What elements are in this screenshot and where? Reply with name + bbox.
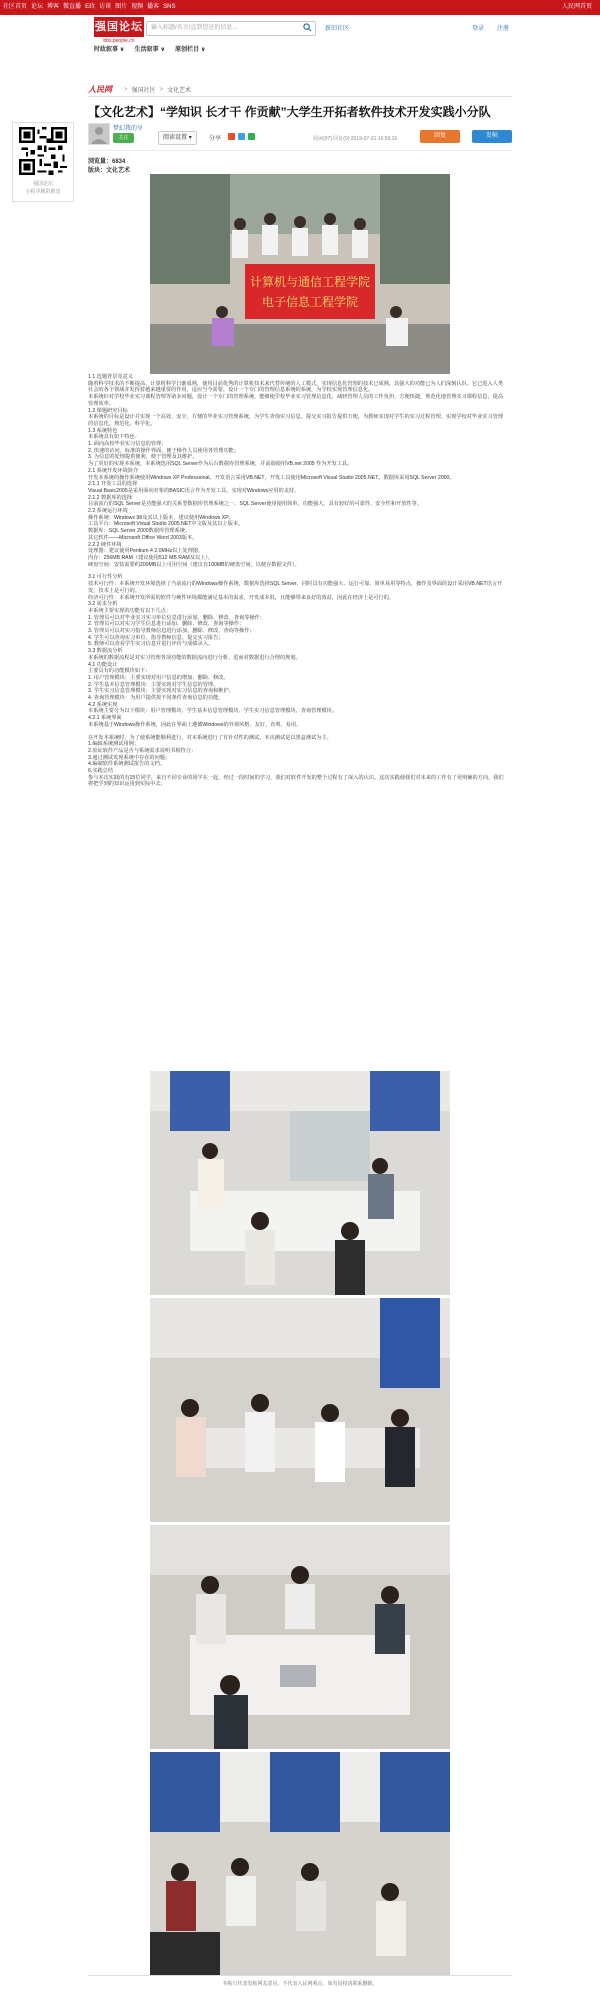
search-input[interactable]: 输入标题/名言/直到您还的信息...: [151, 25, 238, 31]
paragraph: 本系统的目标是设计并实现一个高效、安全、方便的毕业实习管理系统，为学生查询实习信息、提交实习报告提供方便，为教师实现对学生的实习过程管理，实现学校对毕业实习管理的信息化、规范化、科学化。: [88, 414, 504, 427]
post-image: [150, 1752, 450, 1976]
paragraph: 3.3 数据流分析: [88, 648, 123, 655]
author-bar: [88, 123, 512, 149]
people-home-link[interactable]: 人民网首页: [561, 4, 592, 10]
paragraph: 1.1 选题背景及意义: [88, 374, 133, 380]
qzone-share-icon[interactable]: [238, 133, 245, 140]
top-link[interactable]: 访谈: [99, 4, 112, 10]
paragraph: 5. 教师可以查看学生实习信息并进行评价与成绩录入。: [88, 641, 214, 648]
paragraph: 2. 快速的访问，标准的操作界面，便于操作人员使用各管理功能；: [88, 447, 240, 454]
breadcrumb-separator: >: [124, 86, 128, 93]
people-logo[interactable]: 人民网: [88, 85, 112, 94]
paragraph: 本系统针对学校毕业实习课程管理等诸多问题，设计一个专门的管理系统，能够使学校毕业实习管理信息化，减轻管理人员的工作负担，方便快捷，规范化地管理实习课程信息，提高管理效率。: [88, 394, 504, 407]
main-nav: [94, 44, 206, 53]
divider: [88, 1975, 512, 1976]
post-image: [150, 1071, 450, 1295]
logo-domain: bbs.people.cn: [103, 38, 135, 44]
qr-caption: 强国论坛: [32, 181, 53, 187]
paragraph: 工具平台：Microsoft Visual Studio 2005.NET中文版及其以上版本。: [88, 521, 244, 528]
register-link[interactable]: 注册: [497, 26, 510, 32]
paragraph: 3. 管理员可以对实习指导教师信息进行添加、删除、修改、查询等操作；: [88, 628, 255, 635]
nav-item-original[interactable]: 原创栏目 ∨: [175, 47, 206, 53]
top-link[interactable]: 图片: [115, 4, 128, 10]
paragraph: 为了更好的实现本系统，本系统选用SQL Server作为后台数据库管理系统，并前端使用VB.net 2005 作为开发工具。: [88, 461, 353, 468]
paragraph: 1.2 课题研究目标: [88, 407, 128, 414]
section-label: 版块：文化艺术: [88, 168, 131, 174]
top-link[interactable]: 播客: [147, 4, 160, 10]
paragraph: 4.2 系统实现: [88, 701, 118, 708]
paragraph: 1. 用户管理模块：主要实现对用户信息的增加、删除、修改。: [88, 674, 229, 681]
paragraph: 3. 为信息的处理提供便利，便于管理及其维护。: [88, 454, 198, 461]
paragraph: 3.2 需求分析: [88, 601, 118, 608]
paragraph: 2.验证软件产品是否与系统需求说明书相符合；: [88, 747, 197, 754]
paragraph: 其它软件——Microsoft Office Word 2003版本。: [88, 534, 198, 541]
paragraph: 1.3 系统特色: [88, 427, 118, 434]
paragraph: 本系统主要分为以下模块：用户管理模块、学生基本信息管理模块、学生实习信息管理模块、查询管理模块。: [88, 708, 338, 715]
paragraph: 本系统基于Windows操作系统，因此在界面上遵循Windows的外观风格，友好、直观、易用。: [88, 721, 302, 728]
classroom-photo: [150, 1525, 450, 1749]
paragraph: 1. 面向高校毕业实习信息的管理；: [88, 441, 167, 448]
top-link[interactable]: 社区首页: [3, 4, 28, 10]
top-link[interactable]: SNS: [163, 4, 176, 10]
paragraph: 处理器：建议使用Pentium 4 2.0MHz以上处理器。: [88, 548, 204, 555]
paragraph: 1.编辑系统测试用例；: [88, 741, 140, 748]
login-link[interactable]: 登录: [472, 26, 485, 32]
wechat-share-icon[interactable]: [248, 133, 255, 140]
paragraph: 硬盘空间：安装需要约200MB以上可用空间（建议有100MB的硬盘空间，以便存数据文件）。: [88, 561, 300, 568]
classroom-photo: [150, 1298, 450, 1522]
site-header: [0, 15, 600, 55]
post-title: 【文化艺术】“学知识 长才干 作贡献”大学生开拓者软件技术开发实践小分队: [88, 105, 491, 119]
author-name[interactable]: 梦幻我的呈: [113, 126, 144, 132]
top-bar: [0, 0, 600, 15]
read-settings-dropdown[interactable]: [158, 131, 197, 145]
avatar[interactable]: [88, 123, 110, 145]
user-avatar-icon: [89, 124, 109, 144]
weibo-share-icon[interactable]: [228, 133, 235, 140]
paragraph: 内存：256MB RAM（建议使用512 MB RAM及以上）。: [88, 554, 214, 561]
paragraph: 2.1.2 数据库的选择: [88, 494, 133, 501]
site-logo[interactable]: 强国论坛: [94, 17, 144, 37]
paragraph: 本系统主要实现的功能有以下几点：: [88, 607, 172, 614]
paragraph: 2. 管理员可以对实习学生信息进行添加、删除、修改、查询等操作；: [88, 621, 245, 628]
qr-card: [12, 122, 74, 202]
top-link[interactable]: 博客: [47, 4, 60, 10]
paragraph: 6.实践总结: [88, 768, 114, 775]
qr-code-icon: [19, 127, 67, 175]
paragraph: 4.2.1 系统界面: [88, 715, 122, 722]
paragraph: 2. 学生基本信息管理模块：主要实现对学生信息的管理。: [88, 681, 219, 688]
footer-notice: 本帖只代表发帖网友意见，不代表人民网观点，如有侵权请联系删除。: [222, 1981, 378, 1987]
qr-caption: 小程序精彩推送: [25, 189, 61, 195]
banner-text: 计算机与通信工程学院: [249, 275, 371, 289]
paragraph: 随着科学技术的不断提高，计算机科学日渐成熟，使用目前优秀的计算机技术来代替传统的人工模式，实现信息化管理的技术已成熟，其强大的功能已为人们深刻认识。它已进入人类社会的各个领域并发挥着越来越重要的作用，适应当今需要。设计一个专门的管理信息系统的系统，为学校实现管理信息化。: [88, 380, 504, 394]
paragraph: 主要具有的功能模块如下：: [88, 668, 151, 675]
top-link[interactable]: E政: [85, 4, 96, 10]
top-link[interactable]: 微直播: [63, 4, 82, 10]
paragraph: 在开发本系统时，为了使系统能顺利进行，对本系统进行了有针对性的测试，本次测试是以黑盒测试为主。: [88, 734, 332, 741]
paragraph: 4.编制软件系统测试报告的文档。: [88, 761, 165, 768]
paragraph: 数据库：SQL Server 2000数据库管理系统。: [88, 528, 191, 535]
paragraph: 经济可行性：本系统开发所需的软件与硬件环境都能满足基本的需求，开发成本低，且能够带来良好的效益，因此在经济上是可行的。: [88, 594, 395, 601]
paragraph: 3.1 可行性分析: [88, 574, 123, 581]
paragraph: 2.2.2 硬件环境: [88, 541, 122, 548]
post-image: [150, 1525, 450, 1749]
post-image: [150, 1298, 450, 1522]
new-community-link[interactable]: 新旧社区: [325, 26, 350, 32]
new-post-button[interactable]: 发帖: [472, 130, 512, 143]
nav-item-life[interactable]: 生活叙事 ∨: [134, 47, 166, 53]
paragraph: 参与本次实践的有15位同学，来自不同专业的同学在一起，经过一段时间的学习，我们对软件开发的整个过程有了深入的认识。这次实践使我们对未来的工作有了更明确的方向，我们将把学到的知识运用到实际中去。: [88, 774, 504, 788]
paragraph: 4. 学生可以查询实习单位、指导教师信息，提交实习报告；: [88, 634, 224, 641]
post-image: [150, 174, 450, 374]
paragraph: 本系统的数据流程是对实习管理各项功能的数据流向进行分析，进而对数据进行合理的规划。: [88, 654, 301, 661]
paragraph: 2.1.1 开发工具的选择: [88, 481, 138, 488]
paragraph: 本系统具有如下特色：: [88, 434, 140, 441]
follow-button[interactable]: 关注: [113, 133, 134, 143]
paragraph: 4. 查询管理模块：为用户提供按不同条件查询信息的功能。: [88, 695, 224, 702]
share-label: 分享: [209, 136, 222, 142]
top-link[interactable]: 论坛: [31, 4, 44, 10]
read-settings-label: 阅读设置: [163, 135, 188, 141]
group-photo: [150, 174, 450, 374]
banner-text: 电子信息工程学院: [261, 295, 359, 309]
post-body: [88, 374, 508, 788]
post-meta: 阅读(97) 回复(0) 2019-07-31 16:59:16: [313, 136, 398, 142]
paragraph: 操作系统：Windows 98及其以上版本，建议使用Windows XP。: [88, 514, 234, 521]
divider: [88, 96, 512, 97]
nav-item-politics[interactable]: 时政叙事 ∨: [94, 47, 125, 53]
paragraph: 4.1 功能设计: [88, 661, 118, 668]
paragraph: 3. 学生实习信息管理模块：主要实现对实习信息的查询和维护。: [88, 688, 234, 695]
top-links: [3, 2, 175, 13]
classroom-photo: [150, 1071, 450, 1295]
reply-button[interactable]: 回复: [420, 130, 460, 143]
paragraph: 开发本系统的操作系统使用Windows XP Professional，开发语言采用VB.NET，开发工具使用Microsoft Visual Studio 2005.NET，数据库采用SQL Server 2000。: [88, 474, 455, 481]
search-icon[interactable]: [303, 23, 312, 32]
divider: [88, 150, 512, 151]
search-box[interactable]: [146, 21, 316, 36]
breadcrumb-item[interactable]: 文化艺术: [167, 88, 192, 94]
breadcrumb-item[interactable]: 强国社区: [131, 88, 156, 94]
breadcrumb-separator: >: [159, 86, 164, 93]
paragraph: 技术可行性：本系统开发环境选择了当前流行的Windows操作系统，数据库选择SQL Server，同时具有功能强大、运行可靠、简单易用等特点，操作及界面的设计采用VB.NET语言开发，技术上是可行的。: [88, 581, 503, 594]
breadcrumb: [88, 85, 191, 94]
paragraph: 2.1 系统开发环境简介: [88, 467, 139, 474]
paragraph: 1. 管理员可以对毕业实习实习单位信息进行添加、删除、修改、查询等操作；: [88, 614, 265, 621]
paragraph: Visual Basic2005是采用面向对象的BASIC语言作为开发工具，实现对Windows应用的支持。: [88, 487, 300, 494]
classroom-photo: [150, 1752, 450, 1976]
view-count: 浏览量：6834: [88, 159, 126, 165]
paragraph: 目前流行的SQL Server是功能强大的关系型数据库管理系统之一，SQL Server使用使用简单、功能强大，具有较好的可靠性、安全性和开放性等。: [88, 501, 422, 508]
top-link[interactable]: 视频: [131, 4, 144, 10]
chevron-down-icon: ▾: [188, 135, 192, 141]
paragraph: 3.通过测试发现系统中存在的问题；: [88, 754, 171, 761]
paragraph: 2.2 系统运行环境: [88, 508, 128, 515]
